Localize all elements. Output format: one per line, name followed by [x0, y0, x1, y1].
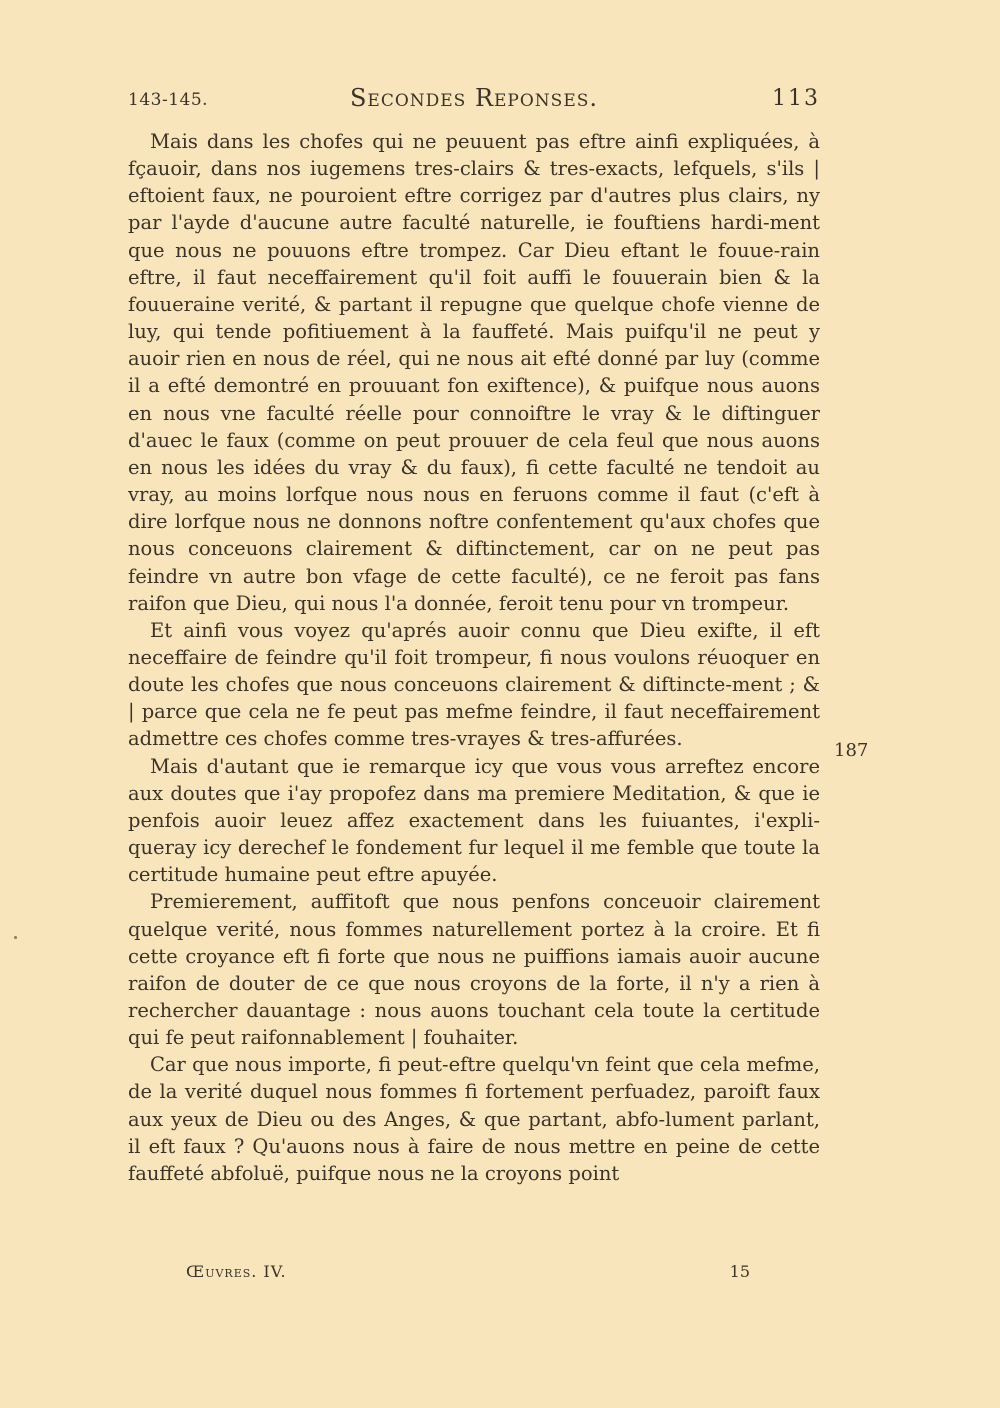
running-header [128, 84, 820, 118]
section-range: 143-145. [128, 90, 209, 110]
page-number: 113 [772, 86, 820, 111]
footer [186, 1262, 766, 1286]
running-title: Secondes Reponses. [349, 84, 599, 112]
signature-number: 15 [729, 1262, 750, 1281]
paragraph-3: Mais d'autant que ie remarque icy que vous vous arreftez encore aux doutes que i'ay propofez dans ma premiere Meditation, & que ie penfois auoir leuez affez exactement dans les fuiuantes, i'expli-queray icy derechef le fondement fur lequel il me femble que toute la certitude humaine peut eftre apuyée. [128, 754, 820, 887]
paragraph-2: Et ainfi vous voyez qu'aprés auoir connu que Dieu exifte, il eft neceffaire de feindre qu'il foit trompeur, fi nous voulons réuoquer en doute les chofes que nous conceuons clairement & diftincte-ment ; & | parce que cela ne fe peut pas mefme feindre, il faut neceffairement admettre ces chofes comme tres-vrayes & tres-affurées. [128, 618, 820, 751]
margin-page-reference: 187 [834, 740, 869, 761]
paragraph-1: Mais dans les chofes qui ne peuuent pas eftre ainfi expliquées, à fçauoir, dans nos iugemens tres-clairs & tres-exacts, lefquels, s'ils | eftoient faux, ne pouroient eftre corrigez par d'autres plus clairs, ny par l'ayde d'aucune autre faculté naturelle, ie fouftiens hardi-ment que nous ne pouuons eftre trompez. Car Dieu eftant le fouue-rain eftre, il faut neceffairement qu'il foit auffi le fouuerain bien & la fouueraine verité, & partant il repugne que quelque chofe vienne de luy, qui tende pofitiuement à la fauffeté. Mais puifqu'il ne peut y auoir rien en nous de réel, qui ne nous ait efté donné par luy (comme il a efté demontré en prouuant fon exiftence), & puifque nous auons en nous vne faculté réelle pour connoiftre le vray & le diftinguer d'auec le faux (comme on peut prouuer de cela feul que nous auons en nous les idées du vray & du faux), fi cette faculté ne tendoit au vray, au moins lorfque nous nous en feruons comme il faut (c'eft à dire lorfque nous ne donnons noftre confentement qu'aux chofes que nous conceuons clairement & diftinctement, car on ne peut pas feindre vn autre bon vfage de cette faculté), ce ne feroit pas fans raifon que Dieu, qui nous l'a donnée, feroit tenu pour vn trompeur. [128, 130, 820, 615]
paper-speck [14, 936, 17, 939]
body-text [128, 128, 820, 1187]
paragraph-5: Car que nous importe, fi peut-eftre quelqu'vn feint que cela mefme, de la verité duquel nous fommes fi fortement perfuadez, paroift faux aux yeux de Dieu ou des Anges, & que partant, abfo-lument parlant, il eft faux ? Qu'auons nous à faire de nous mettre en peine de cette fauffeté abfoluë, puifque nous ne la croyons point [128, 1053, 820, 1185]
signature-mark: Œuvres. IV. [186, 1262, 287, 1281]
paragraph-4: Premierement, auffitoft que nous penfons conceuoir clairement quelque verité, nous fommes naturellement portez à la croire. Et fi cette croyance eft fi forte que nous ne puiffions iamais auoir aucune raifon de douter de ce que nous croyons de la forte, il n'y a rien à rechercher dauantage : nous auons touchant cela toute la certitude qui fe peut raifonnablement | fouhaiter. [128, 890, 820, 1050]
